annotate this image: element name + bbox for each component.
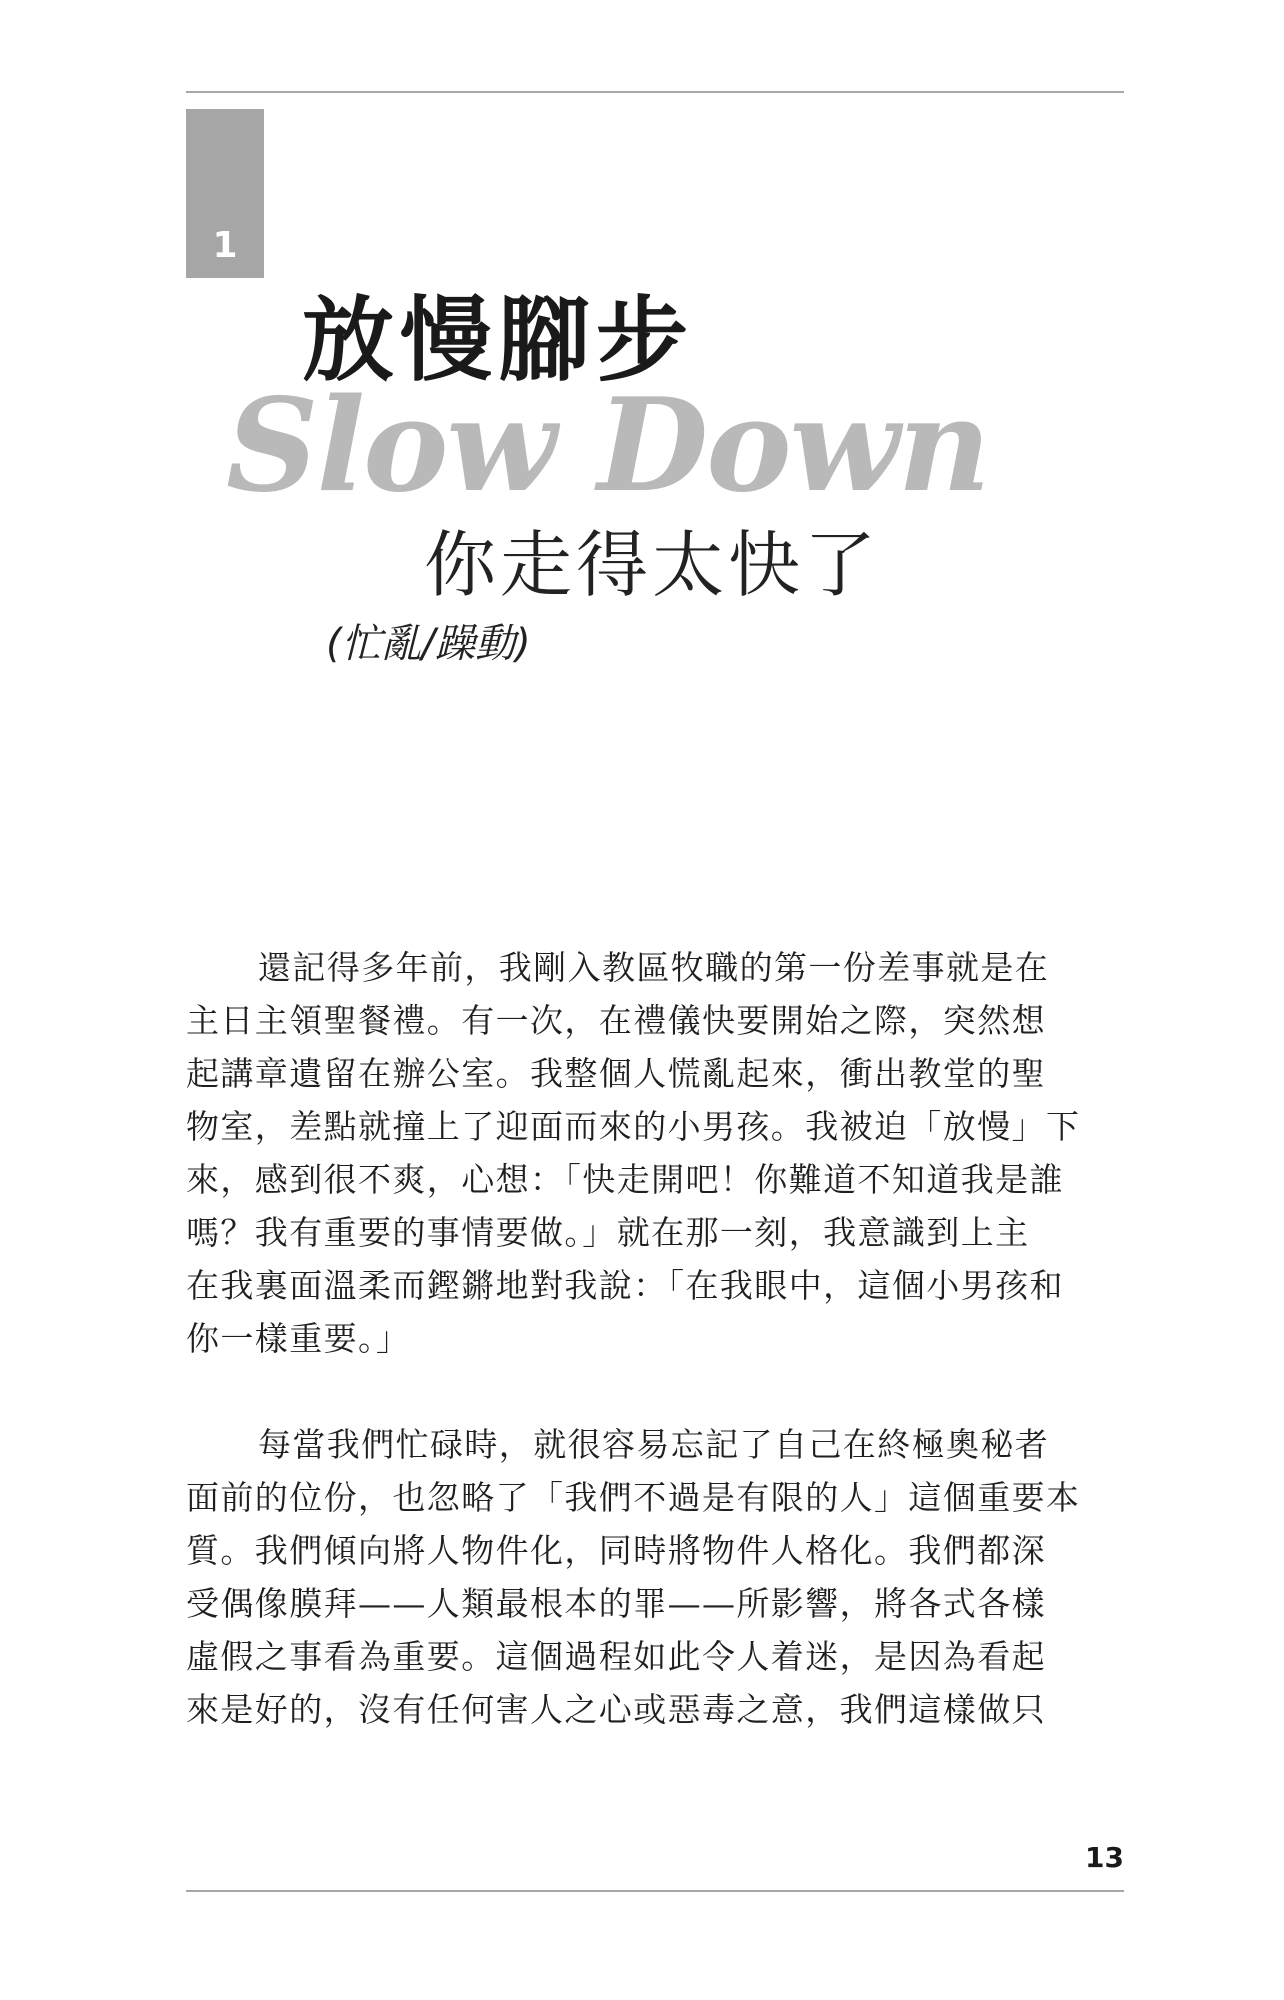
- chapter-subtitle: 你走得太快了: [424, 523, 881, 607]
- body-paragraph: [186, 1418, 1124, 1736]
- text-line: 起講章遺留在辦公室。我整個人慌亂起來，衝出教堂的聖: [186, 1054, 1046, 1093]
- text-line: 在我裏面溫柔而鏗鏘地對我說：「在我眼中，這個小男孩和: [186, 1266, 1064, 1305]
- chapter-number: 1: [212, 225, 238, 266]
- chapter-tab: [186, 109, 264, 278]
- text-line: 還記得多年前，我剛入教區牧職的第一份差事就是在: [258, 948, 1050, 987]
- text-line: 虛假之事看為重要。這個過程如此令人着迷，是因為看起: [186, 1637, 1046, 1676]
- body-paragraph: [186, 941, 1124, 1365]
- text-line: 來，感到很不爽，心想：「快走開吧！你難道不知道我是誰: [186, 1160, 1064, 1199]
- text-line: 嗎？我有重要的事情要做。」就在那一刻，我意識到上主: [186, 1213, 1030, 1252]
- bottom-rule: [186, 1890, 1124, 1892]
- chapter-title-english: Slow Down: [226, 371, 989, 521]
- text-line: 面前的位份，也忽略了「我們不過是有限的人」這個重要本: [186, 1478, 1081, 1517]
- text-line: 質。我們傾向將人物件化，同時將物件人格化。我們都深: [186, 1531, 1046, 1570]
- text-line: 物室，差點就撞上了迎面而來的小男孩。我被迫「放慢」下: [186, 1107, 1081, 1146]
- text-line: 你一樣重要。」: [186, 1319, 411, 1358]
- page-number: 13: [1085, 1841, 1124, 1874]
- text-line: 每當我們忙碌時，就很容易忘記了自己在終極奧秘者: [258, 1425, 1050, 1464]
- chapter-title: 放慢腳步: [302, 286, 695, 394]
- text-line: 來是好的，沒有任何害人之心或惡毒之意，我們這樣做只: [186, 1690, 1046, 1729]
- top-rule: [186, 91, 1124, 93]
- text-line: 受偶像膜拜——人類最根本的罪——所影響，將各式各樣: [186, 1584, 1046, 1623]
- chapter-subtitle-note: (忙亂/躁動): [326, 621, 531, 667]
- text-line: 主日主領聖餐禮。有一次，在禮儀快要開始之際，突然想: [186, 1001, 1046, 1040]
